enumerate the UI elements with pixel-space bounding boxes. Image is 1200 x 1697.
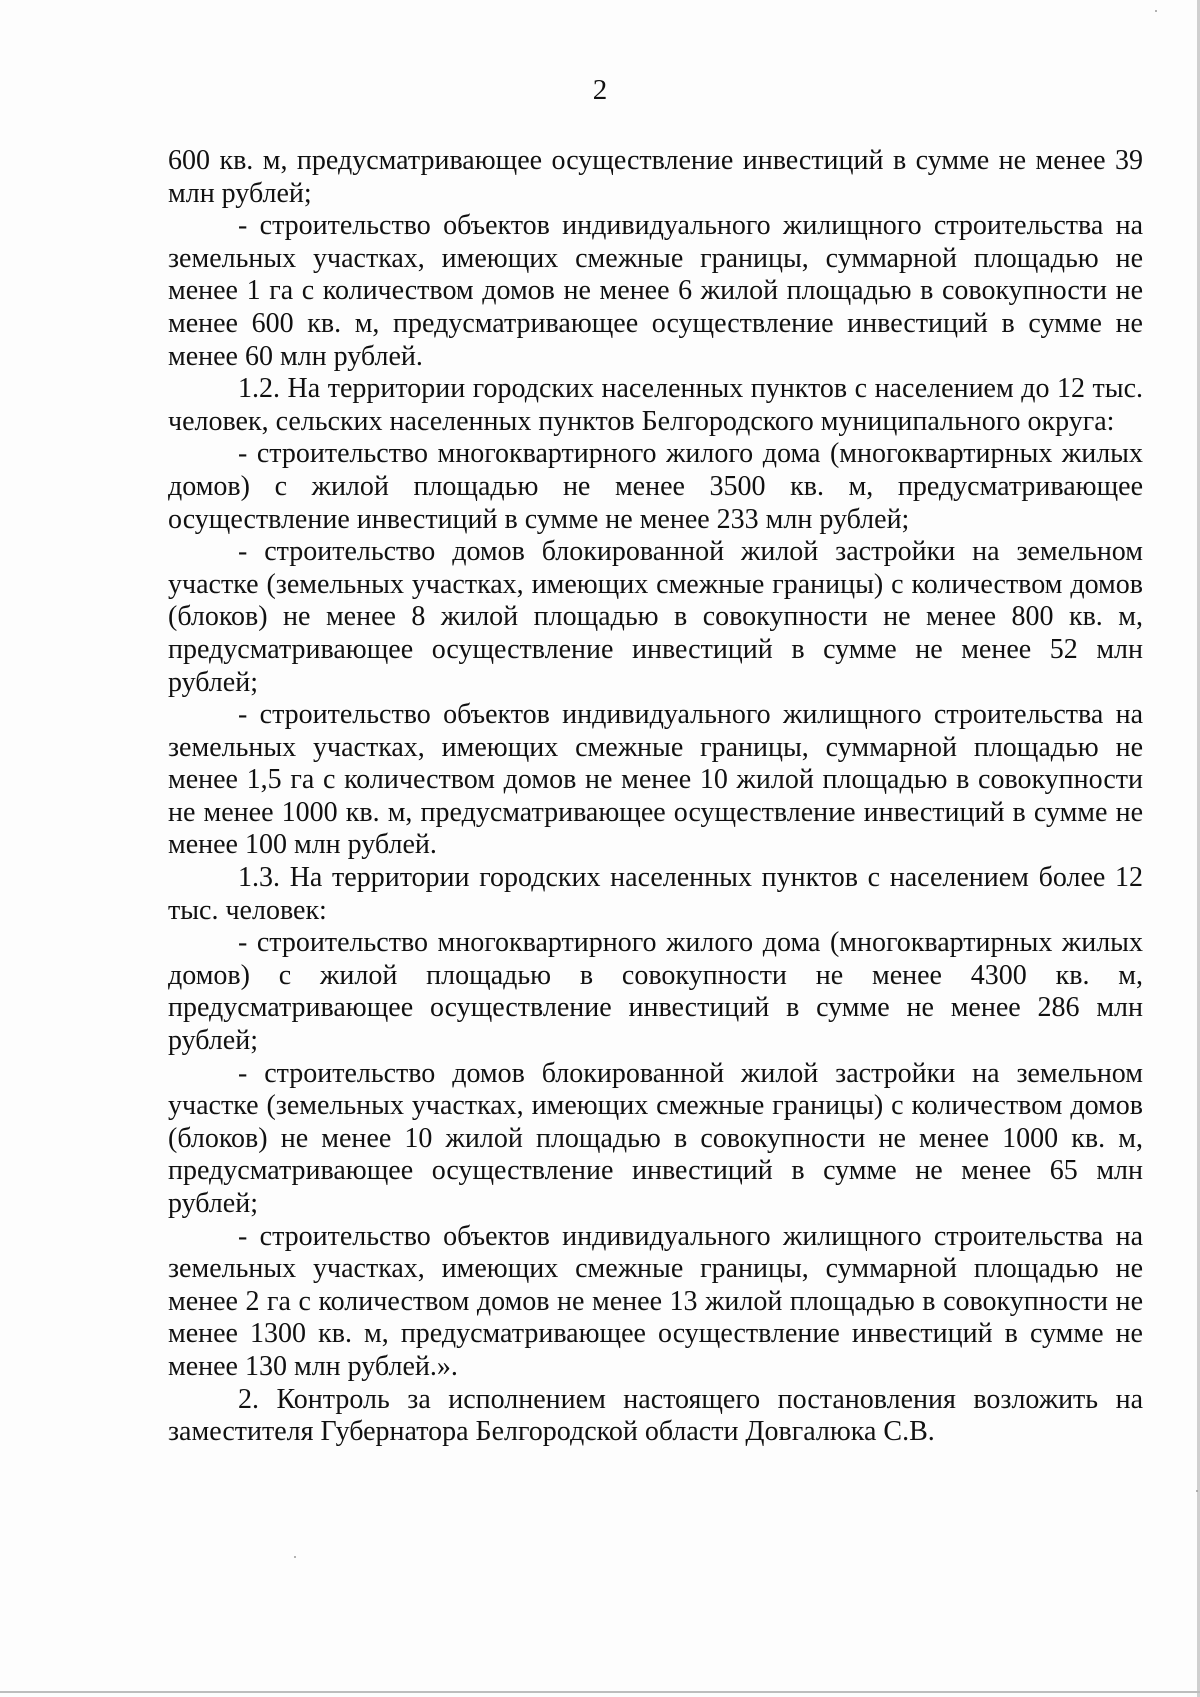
paragraph: 600 кв. м, предусматривающее осуществление инвестиций в сумме не менее 39 млн рублей; xyxy=(168,145,1143,209)
paragraph: - строительство многоквартирного жилого дома (многоквартирных жилых домов) с жилой площадью не менее 3500 кв. м, предусматривающее осуществление инвестиций в сумме не менее 233 млн рублей; xyxy=(168,438,1143,535)
scan-speck xyxy=(1196,1490,1198,1492)
paragraph: - строительство домов блокированной жилой застройки на земельном участке (земельных участках, имеющих смежные границы) с количеством домов (блоков) не менее 8 жилой площадью в совокупности не менее 800 кв. м, предусматривающее осуществление инвестиций в сумме не менее 52 млн рублей; xyxy=(168,536,1143,698)
paragraph: 1.2. На территории городских населенных пунктов с населением до 12 тыс. человек, сельских населенных пунктов Белгородского муниципального округа: xyxy=(168,373,1143,437)
paragraph: - строительство многоквартирного жилого дома (многоквартирных жилых домов) с жилой площадью в совокупности не менее 4300 кв. м, предусматривающее осуществление инвестиций в сумме не менее 286 млн рублей; xyxy=(168,927,1143,1057)
paragraph: - строительство объектов индивидуального жилищного строительства на земельных участках, имеющих смежные границы, суммарной площадью не менее 1 га с количеством домов не менее 6 жилой площадью в совокупности не менее 600 кв. м, предусматривающее осуществление инвестиций в сумме не менее 60 млн рублей. xyxy=(168,210,1143,372)
page-number: 2 xyxy=(592,74,608,106)
paragraph: - строительство объектов индивидуального жилищного строительства на земельных участках, имеющих смежные границы, суммарной площадью не менее 1,5 га с количеством домов не менее 10 жилой площадью в совокупности не менее 1000 кв. м, предусматривающее осуществление инвестиций в сумме не менее 100 млн рублей. xyxy=(168,699,1143,861)
document-body xyxy=(168,145,1143,1449)
paragraph: 1.3. На территории городских населенных пунктов с населением более 12 тыс. человек: xyxy=(168,862,1143,926)
scan-speck xyxy=(294,1556,296,1558)
scan-speck xyxy=(1155,10,1157,12)
paragraph: 2. Контроль за исполнением настоящего постановления возложить на заместителя Губернатора Белгородской области Довгалюка С.В. xyxy=(168,1383,1143,1448)
paragraph: - строительство объектов индивидуального жилищного строительства на земельных участках, имеющих смежные границы, суммарной площадью не менее 2 га с количеством домов не менее 13 жилой площадью в совокупности не менее 1300 кв. м, предусматривающее осуществление инвестиций в сумме не менее 130 млн рублей.». xyxy=(168,1220,1143,1382)
paragraph: - строительство домов блокированной жилой застройки на земельном участке (земельных участках, имеющих смежные границы) с количеством домов (блоков) не менее 10 жилой площадью в совокупности не менее 1000 кв. м, предусматривающее осуществление инвестиций в сумме не менее 65 млн рублей; xyxy=(168,1057,1143,1219)
scan-edge-bottom xyxy=(0,1691,1200,1693)
